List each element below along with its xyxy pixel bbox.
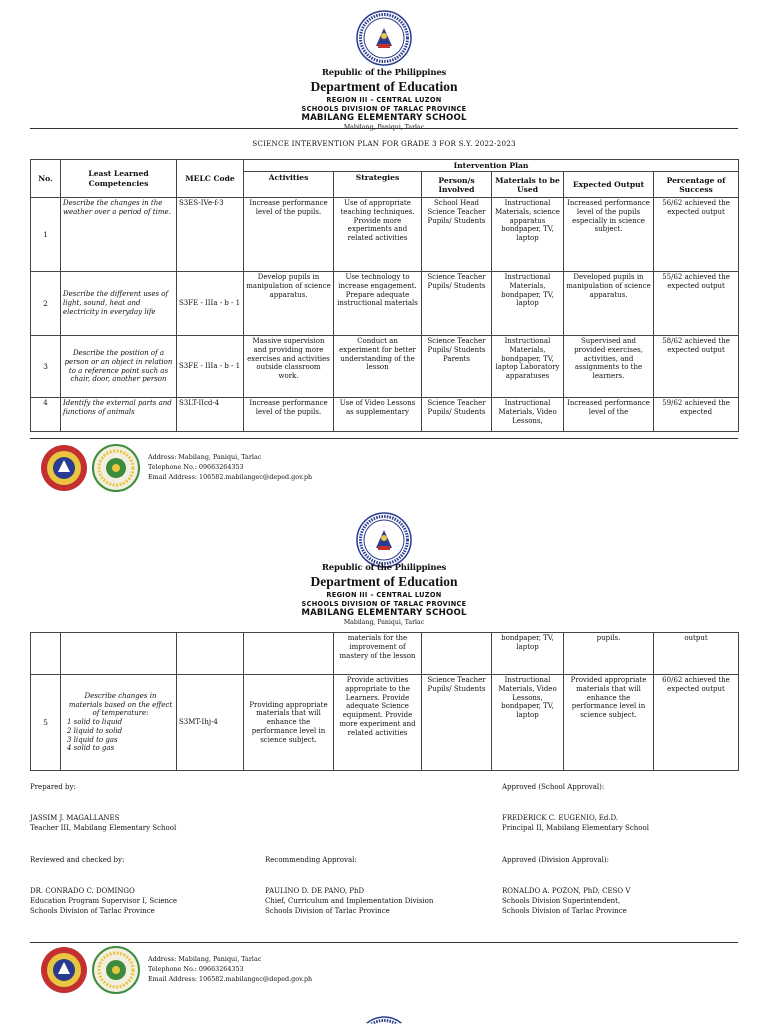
empty-cell xyxy=(422,633,492,675)
letterhead xyxy=(0,68,768,131)
contact-block xyxy=(148,954,312,984)
republic-line: Republic of the Philippines xyxy=(321,563,447,573)
footer-divider xyxy=(30,438,738,439)
persons-cell: Science Teacher Pupils/ Students Parents xyxy=(422,336,492,398)
email-line: Email Address: 106582.mabilangec@deped.gov.ph xyxy=(148,473,313,481)
signatory-name: JASSIM J. MAGALLANES xyxy=(30,814,120,822)
competency-item: 2 liquid to solid xyxy=(67,726,123,735)
signatory-name: FREDERICK C. EUGENIO, Ed.D. xyxy=(502,814,619,822)
header-melc-code: MELC Code xyxy=(177,160,244,198)
division-logo-icon xyxy=(92,946,140,994)
division-line: SCHOOLS DIVISION OF TARLAC PROVINCE xyxy=(301,600,467,608)
persons-cell: School Head Science Teacher Pupils/ Students xyxy=(422,198,492,272)
empty-cell xyxy=(177,633,244,675)
activities-cell: Providing appropriate materials that will enhance the performance level in science subject. xyxy=(244,675,334,771)
competency-cell: Describe the different uses of light, sound, heat and electricity in everyday life xyxy=(61,272,177,336)
activities-cell: Develop pupils in manipulation of science apparatus. xyxy=(244,272,334,336)
header-divider xyxy=(30,128,738,129)
materials-cell: Instructional Materials, Video Lessons, xyxy=(492,398,564,432)
header-intervention-plan: Intervention Plan xyxy=(244,160,739,172)
header-no: No. xyxy=(31,160,61,198)
activities-cell: Increase performance level of the pupils. xyxy=(244,398,334,432)
header-persons: Person/s Involved xyxy=(422,172,492,198)
competency-cell xyxy=(61,675,177,771)
strategies-cell: Provide activities appropriate to the Learners. Provide adequate Science equipment. Provide more experiment and related activities xyxy=(334,675,422,771)
competency-cell: Identify the external parts and functions of animals xyxy=(61,398,177,432)
recommending-label: Recommending Approval: xyxy=(265,856,357,864)
school-logo-icon xyxy=(40,946,88,994)
row-number: 4 xyxy=(31,398,61,432)
plan-title: SCIENCE INTERVENTION PLAN FOR GRADE 3 FOR S.Y. 2022-2023 xyxy=(252,139,516,148)
division-logo-icon xyxy=(92,444,140,492)
signatory-title: Teacher III, Mabilang Elementary School xyxy=(30,824,177,832)
header-success: Percentage of Success xyxy=(654,172,739,198)
header-output: Expected Output xyxy=(564,172,654,198)
materials-cell: Instructional Materials, bondpaper, TV, laptop xyxy=(492,272,564,336)
competency-cell: Describe the position of a person or an object in relation to a reference point such as chair, door, another person xyxy=(61,336,177,398)
table-row xyxy=(31,272,739,336)
school-name: MABILANG ELEMENTARY SCHOOL xyxy=(301,608,467,618)
department-name: Department of Education xyxy=(310,574,458,589)
materials-cell: Instructional Materials, Video Lessons, bondpaper, TV, laptop xyxy=(492,675,564,771)
header-materials: Materials to be Used xyxy=(492,172,564,198)
row-number: 2 xyxy=(31,272,61,336)
republic-line: Republic of the Philippines xyxy=(321,68,447,78)
table-row xyxy=(31,398,739,432)
empty-cell xyxy=(61,633,177,675)
strategies-cell: Use of appropriate teaching techniques. Provide more experiments and related activities xyxy=(334,198,422,272)
signatory-title: Schools Division Superintendent, xyxy=(502,897,621,905)
school-location: Mabilang, Paniqui, Tarlac xyxy=(343,619,425,626)
prepared-label: Prepared by: xyxy=(30,783,76,791)
approved-division-label: Approved (Division Approval): xyxy=(502,856,609,864)
region-line: REGION III – CENTRAL LUZON xyxy=(326,96,442,104)
department-name: Department of Education xyxy=(310,79,458,94)
output-cell: pupils. xyxy=(564,633,654,675)
page-footer xyxy=(30,444,738,494)
header-strategies: Strategies xyxy=(334,172,422,198)
empty-cell xyxy=(31,633,61,675)
address-line: Address: Mabilang, Paniqui, Tarlac xyxy=(148,955,262,963)
empty-cell xyxy=(244,633,334,675)
competency-item: 1 solid to liquid xyxy=(67,718,123,727)
signatory-name: RONALDO A. POZON, PhD, CESO V xyxy=(502,887,631,895)
success-cell: 58/62 achieved the expected output xyxy=(654,336,739,398)
competency-intro: Describe changes in materials based on the effect of temperature: xyxy=(68,691,173,718)
activities-cell: Massive supervision and providing more exercises and activities outside classroom work. xyxy=(244,336,334,398)
row-number: 3 xyxy=(31,336,61,398)
strategies-cell: Conduct an experiment for better understanding of the lesson xyxy=(334,336,422,398)
reviewed-signatory xyxy=(30,886,177,916)
activities-cell: Increase performance level of the pupils. xyxy=(244,198,334,272)
signatory-title: Schools Division of Tarlac Province xyxy=(30,907,155,915)
melc-code-cell: S3ES-IVe-f-3 xyxy=(177,198,244,272)
division-line: SCHOOLS DIVISION OF TARLAC PROVINCE xyxy=(301,105,467,113)
school-logo-icon xyxy=(40,444,88,492)
output-cell: Developed pupils in manipulation of science apparatus. xyxy=(564,272,654,336)
persons-cell: Science Teacher Pupils/ Students xyxy=(422,272,492,336)
materials-cell: Instructional Materials, science apparatus bondpaper, TV, laptop xyxy=(492,198,564,272)
competency-item: 4 solid to gas xyxy=(67,744,115,753)
recommending-signatory xyxy=(265,886,433,916)
persons-cell: Science Teacher Pupils/ Students xyxy=(422,675,492,771)
signatory-title: Schools Division of Tarlac Province xyxy=(265,907,390,915)
signatory-name: DR. CONRADO C. DOMINGO xyxy=(30,887,135,895)
melc-code-cell: S3LT-IIcd-4 xyxy=(177,398,244,432)
success-cell: 59/62 achieved the expected xyxy=(654,398,739,432)
table-row xyxy=(31,336,739,398)
output-cell: Provided appropriate materials that will enhance the performance level in science subject. xyxy=(564,675,654,771)
deped-seal xyxy=(356,512,412,568)
melc-code-cell: S3FE - IIIa - b - 1 xyxy=(177,272,244,336)
strategies-cell: Use of Video Lessons as supplementary xyxy=(334,398,422,432)
telephone-line: Telephone No.: 09663264353 xyxy=(148,965,244,973)
contact-block xyxy=(148,452,312,482)
strategies-cell: Use technology to increase engagement. Prepare adequate instructional materials xyxy=(334,272,422,336)
table-row xyxy=(31,198,739,272)
header-activities: Activities xyxy=(244,172,334,198)
footer-divider xyxy=(30,942,738,943)
reviewed-label: Reviewed and checked by: xyxy=(30,856,125,864)
region-line: REGION III – CENTRAL LUZON xyxy=(326,591,442,599)
success-cell: 60/62 achieved the expected output xyxy=(654,675,739,771)
deped-seal-next-page xyxy=(356,1016,412,1024)
output-cell: Increased performance level of the xyxy=(564,398,654,432)
competency-item: 3 liquid to gas xyxy=(67,735,118,744)
intervention-plan-table xyxy=(30,159,739,432)
approved-school-label: Approved (School Approval): xyxy=(502,783,605,791)
email-line: Email Address: 106582.mabilangec@deped.gov.ph xyxy=(148,975,313,983)
signatory-title: Chief, Curriculum and Implementation Division xyxy=(265,897,434,905)
materials-cell: Instructional Materials, bondpaper, TV, laptop Laboratory apparatuses xyxy=(492,336,564,398)
persons-cell: Science Teacher Pupils/ Students xyxy=(422,398,492,432)
header-competencies: Least Learned Competencies xyxy=(61,160,177,198)
strategies-cell: materials for the improvement of mastery of the lesson xyxy=(334,633,422,675)
school-name: MABILANG ELEMENTARY SCHOOL xyxy=(301,113,467,123)
row-number: 1 xyxy=(31,198,61,272)
table-row xyxy=(31,633,739,675)
success-cell: output xyxy=(654,633,739,675)
page-footer xyxy=(30,946,738,996)
output-cell: Supervised and provided exercises, activities, and assignments to the learners. xyxy=(564,336,654,398)
melc-code-cell: S3FE - IIIa - b - 1 xyxy=(177,336,244,398)
row-number: 5 xyxy=(31,675,61,771)
signatory-name: PAULINO D. DE PANO, PhD xyxy=(265,887,365,895)
signatory-title: Education Program Supervisor I, Science xyxy=(30,897,178,905)
approved-school-signatory xyxy=(502,813,649,833)
success-cell: 56/62 achieved the expected output xyxy=(654,198,739,272)
output-cell: Increased performance level of the pupils especially in science subject. xyxy=(564,198,654,272)
melc-code-cell: S3MT-Ihj-4 xyxy=(177,675,244,771)
approved-division-signatory xyxy=(502,886,630,916)
prepared-signatory xyxy=(30,813,176,833)
telephone-line: Telephone No.: 09663264353 xyxy=(148,463,244,471)
letterhead xyxy=(0,563,768,626)
success-cell: 55/62 achieved the expected output xyxy=(654,272,739,336)
competency-cell: Describe the changes in the weather over a period of time. xyxy=(61,198,177,272)
deped-seal xyxy=(356,10,412,66)
intervention-plan-table-continued xyxy=(30,632,739,771)
signatory-title: Principal II, Mabilang Elementary School xyxy=(502,824,649,832)
signatory-title: Schools Division of Tarlac Province xyxy=(502,907,627,915)
materials-cell: bondpaper, TV, laptop xyxy=(492,633,564,675)
table-row xyxy=(31,675,739,771)
address-line: Address: Mabilang, Paniqui, Tarlac xyxy=(148,453,262,461)
